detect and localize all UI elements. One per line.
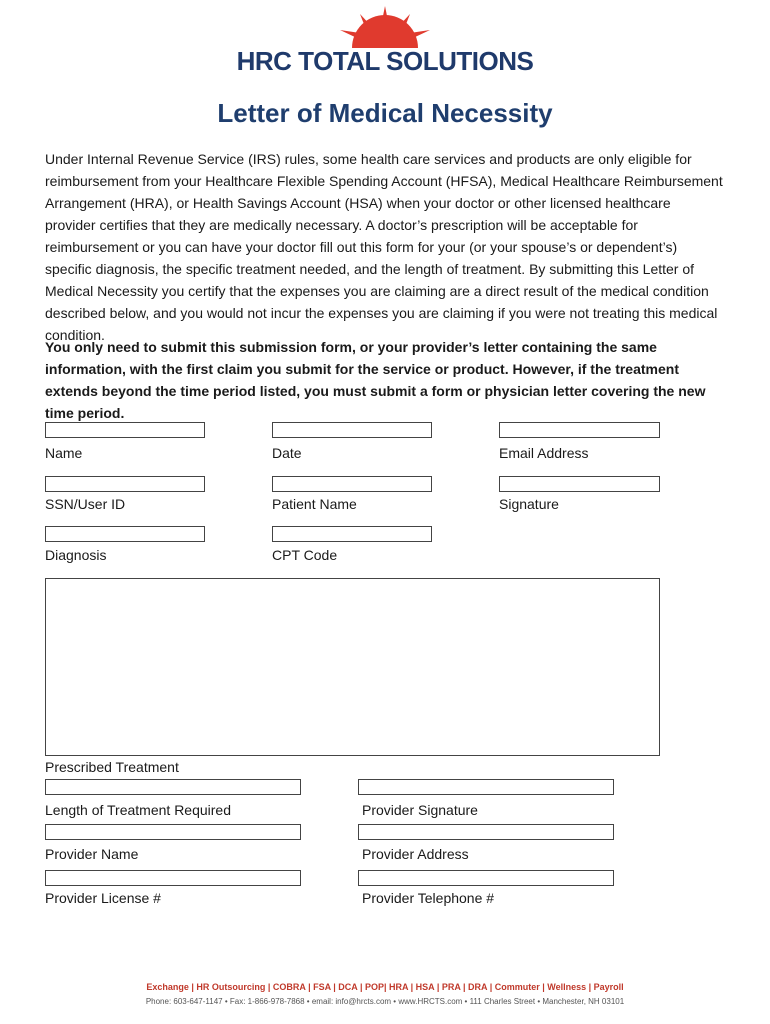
signature-input[interactable] xyxy=(499,476,660,492)
sunburst-logo-icon xyxy=(320,2,450,52)
company-logo-text: HRC TOTAL SOLUTIONS xyxy=(236,46,534,76)
cpt-code-label: CPT Code xyxy=(272,547,338,563)
patient-name-input[interactable] xyxy=(272,476,432,492)
cpt-code-input[interactable] xyxy=(272,526,432,542)
prescribed-treatment-textarea[interactable] xyxy=(45,578,660,756)
intro-paragraph: Under Internal Revenue Service (IRS) rules, some health care services and products are only eligible for reimbursement from your Healthcare Flexible Spending Account (HFSA), Medical Healthcare Reimbursement Arrangement (HRA), or Health Savings Account (HSA) when your doctor or other licensed healthcare provider certifies that they are medically necessary. A doctor’s prescription will be acceptable for reimbursement or you can have your doctor fill out this form for your (or your spouse’s or dependent’s) specific diagnosis, the specific treatment needed, and the length of treatment. By submitting this Letter of Medical Necessity you certify that the expenses you are claiming are a direct result of the medical condition described below, and you would not incur the expenses you are claiming if you were not treating this medical condition. xyxy=(45,151,723,343)
provider-telephone-input[interactable] xyxy=(358,870,614,886)
provider-signature-input[interactable] xyxy=(358,779,614,795)
provider-license-input[interactable] xyxy=(45,870,301,886)
email-label: Email Address xyxy=(499,445,589,461)
provider-telephone-label: Provider Telephone # xyxy=(362,890,495,906)
notice-paragraph: You only need to submit this submission form, or your provider’s letter containing the same information, with the first claim you submit for the service or product. However, if the treatment extends beyond the time period listed, you must submit a form or physician letter covering the new time period. xyxy=(45,339,706,421)
provider-name-input[interactable] xyxy=(45,824,301,840)
provider-signature-label: Provider Signature xyxy=(362,802,478,818)
footer-contact: Phone: 603-647-1147 • Fax: 1-866-978-7868 • email: info@hrcts.com • www.HRCTS.com • 111 Charles Street • Manchester, NH 03101 xyxy=(145,997,625,1006)
provider-name-label: Provider Name xyxy=(45,846,139,862)
ssn-label: SSN/User ID xyxy=(45,496,126,512)
provider-address-label: Provider Address xyxy=(362,846,469,862)
diagnosis-input[interactable] xyxy=(45,526,205,542)
patient-name-label: Patient Name xyxy=(272,496,357,512)
date-input[interactable] xyxy=(272,422,432,438)
length-of-treatment-label: Length of Treatment Required xyxy=(45,802,232,818)
provider-license-label: Provider License # xyxy=(45,890,161,906)
name-input[interactable] xyxy=(45,422,205,438)
diagnosis-label: Diagnosis xyxy=(45,547,107,563)
provider-address-input[interactable] xyxy=(358,824,614,840)
name-label: Name xyxy=(45,445,83,461)
footer-services: Exchange | HR Outsourcing | COBRA | FSA | DCA | POP| HRA | HSA | PRA | DRA | Commuter | Wellness | Payroll xyxy=(146,982,624,992)
ssn-input[interactable] xyxy=(45,476,205,492)
signature-label: Signature xyxy=(499,496,559,512)
date-label: Date xyxy=(272,445,302,461)
prescribed-treatment-label: Prescribed Treatment xyxy=(45,759,179,775)
length-of-treatment-input[interactable] xyxy=(45,779,301,795)
email-input[interactable] xyxy=(499,422,660,438)
page-title: Letter of Medical Necessity xyxy=(217,98,553,128)
